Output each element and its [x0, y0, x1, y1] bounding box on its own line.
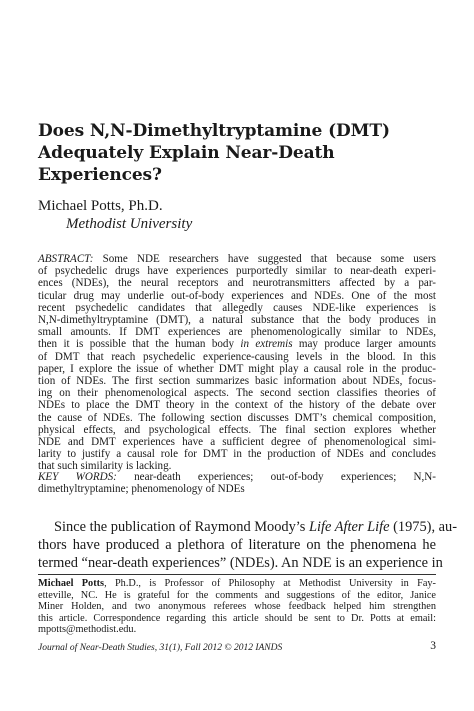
- abstract-line: ticular drug may underlie out-of-body experiences and NDEs. One of the most: [38, 289, 436, 302]
- abstract-line: ences (NDEs), the neural receptors and neurotransmitters affected by a par-: [38, 277, 436, 290]
- abstract-line: that such similarity is lacking.: [38, 460, 172, 473]
- keywords: [38, 471, 436, 495]
- abstract-line: of psychedelic drugs have experiences purportedly similar to near-death experi-: [38, 265, 436, 278]
- keywords-line: KEY WORDS: near-death experiences; out-of-body experiences; N,N-: [38, 471, 437, 483]
- abstract-line: N,N-dimethyltryptamine (DMT), a natural substance that the body produces in: [38, 314, 436, 327]
- footnote-line: Michael Potts, Ph.D., is Professor of Philosophy at Methodist University in Fay-: [38, 578, 436, 589]
- abstract-line: NDE and DMT experiences have a sufficient degree of phenomenological simi-: [38, 436, 436, 449]
- body-line: Since the publication of Raymond Moody’s Life After Life (1975), au-: [54, 519, 458, 535]
- footnote-line: etteville, NC. He is grateful for the comments and suggestions of the editor, Janice: [38, 589, 436, 601]
- body-paragraph: [38, 519, 458, 572]
- abstract-line: physical effects, and psychological effects. The final section explores whether: [38, 423, 436, 436]
- abstract-line: small amounts. If DMT experiences are phenomenologically similar to NDEs,: [38, 326, 436, 339]
- journal-citation: Journal of Near-Death Studies, 31(1), Fall 2012 © 2012 IANDS: [38, 643, 283, 653]
- page-number: 3: [430, 640, 436, 652]
- article-title: [38, 120, 438, 186]
- keywords-label: KEY WORDS:: [38, 471, 117, 483]
- title-line-1: Does N,N-Dimethyltryptamine (DMT): [38, 121, 390, 141]
- title-line-2: Adequately Explain Near-Death: [38, 143, 335, 163]
- abstract-line: of DMT that reach psychedelic experience-causing levels in the blood. In this: [38, 350, 436, 363]
- abstract-line: the cause of NDEs. The following section discusses DMT’s chemical composition,: [38, 411, 436, 424]
- author-footnote: [38, 578, 436, 636]
- abstract-emphasis: in extremis: [240, 338, 293, 351]
- abstract-line: ABSTRACT: Some NDE researchers have suggested that because some users: [38, 253, 436, 265]
- abstract: [38, 253, 436, 473]
- abstract-line: NDEs to place the DMT theory in the context of the history of the debate over: [38, 399, 436, 412]
- abstract-line: larity to justify a causal role for DMT in the production of NDEs and concludes: [38, 448, 436, 461]
- abstract-line: then it is possible that the human body in extremis may produce larger amounts: [38, 338, 437, 351]
- footnote-line: Miner Holden, and two anonymous referees whose feedback helped him strengthen: [38, 601, 436, 613]
- footnote-divider: [38, 574, 436, 575]
- abstract-line: ing on their phenomenological aspects. The second section classifies theories of: [38, 387, 436, 400]
- footnote-line: this article. Correspondence regarding this article should be sent to Dr. Potts at email:: [38, 612, 436, 624]
- title-line-3: Experiences?: [38, 165, 162, 185]
- footnote-email: mpotts@methodist.edu.: [38, 624, 137, 636]
- abstract-line: tion of NDEs. The first section summarizes basic information about NDEs, focus-: [38, 375, 436, 388]
- book-title: Life After Life: [309, 519, 390, 535]
- body-line: thors have produced a plethora of literature on the phenomena he: [38, 536, 436, 553]
- footnote-author: Michael Potts: [38, 578, 105, 589]
- keywords-line: dimethyltryptamine; phenomenology of NDEs: [38, 483, 245, 496]
- author-affiliation: Methodist University: [66, 216, 193, 232]
- abstract-line: paper, I explore the issue of whether DMT might play a causal role in the produc-: [38, 362, 436, 375]
- body-line: termed “near-death experiences” (NDEs). An NDE is an experience in: [38, 554, 443, 571]
- author-name: Michael Potts, Ph.D.: [38, 198, 163, 214]
- abstract-line: recent psychedelic candidates that allegedly causes NDE-like experiences is: [38, 301, 436, 314]
- abstract-label: ABSTRACT:: [38, 253, 94, 265]
